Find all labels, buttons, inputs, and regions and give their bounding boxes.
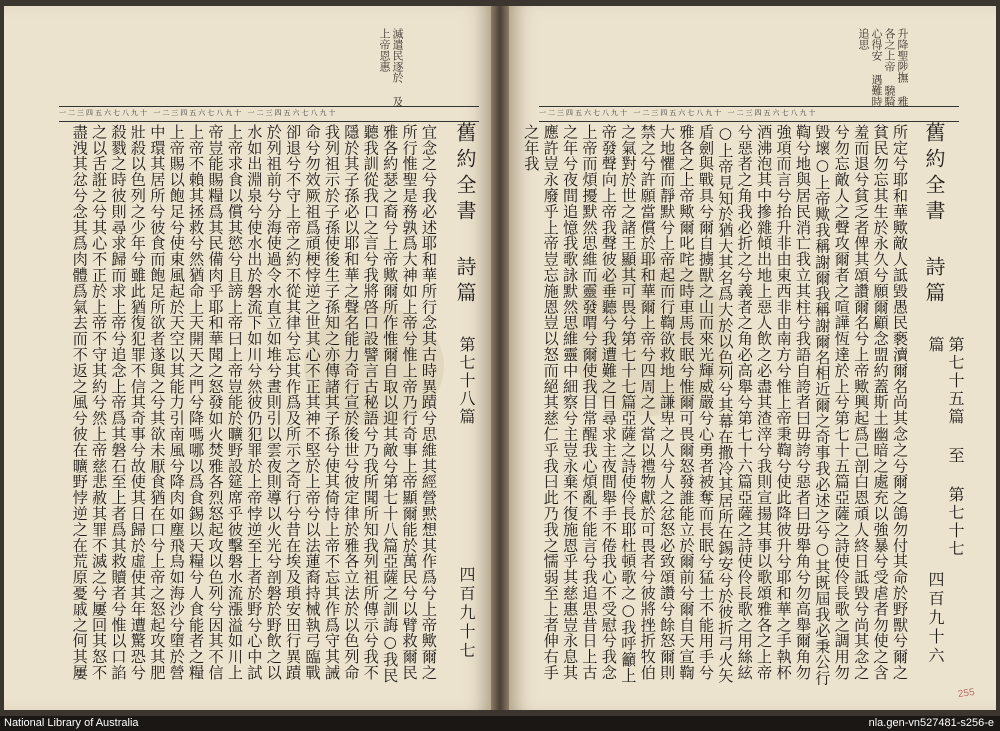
left-verse-ruler: 一二三四五六七八九十 一二三四五六七八九十 一二三四五六七八九十 [59,106,479,122]
left-top-notes: 滅遣民逐於 及上帝恩惠 [378,28,404,107]
right-book-title: 舊約全書 詩篇 [922,122,946,308]
right-top-notes: 升降聖陟撫 雅各之上帝 驍騎心得安 遇難時追思 [857,28,909,107]
book-gutter [491,6,509,710]
image-identifier: nla.gen-vn527481-s256-e [868,717,994,729]
left-page-body-text: 宜念之兮我必述耶和華所行念其古時異蹟兮思維其經營黙想其作爲兮上帝歟爾之所行惟聖是務孰爲大神如上帝兮惟上帝乃行奇事上帝顯爾能於萬民兮以臂救爾民雅各約瑟之裔兮上帝歟爾所作惟爾自取以迎其敵兮第七十八篇亞薩之訓誨○我民聽我訓從我口之言兮我將啓口設譬言古秘語兮乃我所聞所知我列祖所傳示兮我不隱於其子孫必以耶和華之聲名能力奇行宣於後世兮彼定律於雅各立法於以色列命我列祖示於子孫使後生子孫知之亦傳諸其子孫兮使其倚恃上帝不忘其作爲守其誡命兮勿效厥祖爲頑梗悖逆之世其心不正其神不堅於上帝兮以法蓮裔持械執弓臨戰卻退兮不守上帝之約不從其律兮忘其作爲及所示之奇行兮昔在埃及瑣安田行異蹟於列祖前兮分海使過令水直立如堆兮晝則引以雲夜則導以火光兮剖磐於野飲之以水如出淵泉兮使水出於磐流下如川兮然彼仍犯罪於上帝悖逆至上者於野兮心中試上帝求食以償其慾兮且謗上帝曰上帝豈能於曠野設筵席乎彼擊磐水流漲溢如川上帝豈能賜糧爲其民備肉乎耶和華聞之怒發如火焚雅各烈怒起攻以色列兮因其不信上帝不賴其拯救兮然猶命上天開天之門兮降嗎哪以爲食錫以天糧兮人食能者之糧上帝賜以飽足兮使東風起於天空以其能力引南風兮降肉如塵飛鳥如海沙兮墮於營中環其居所兮彼食而飽足所欲者遂與之兮其欲未厭食猶在口兮上帝之怒起攻其肥壯殺以色列之少年兮雖此猶復犯罪不信其奇事兮故使其日歸於虛使其年遭驚恐兮殺戮之時彼則尋求歸而求上帝兮追念上帝爲其磐石至上者爲其救贖者兮惟以口諂之以舌誑之兮其心不正於上帝不守其約兮然上帝慈悲赦其罪不滅之兮屢回其怒不盡洩其忿兮念其爲肉體爲氣去而不返之風兮彼在曠野悖逆之在荒原憂戚之何其屢 [70,124,438,684]
right-chapter-heading: 第七十五篇 至 第七十七篇 [926,336,965,558]
library-credit-link[interactable]: National Library of Australia [4,717,139,729]
viewer-footer [0,716,1000,731]
right-page-number: 四百九十六 [926,571,945,666]
right-verse-ruler: 一二三四五六七八九十 一二三四五六七八九十 一二三四五六七八九十 [539,106,959,122]
left-page-number: 四百九十七 [457,566,476,661]
right-page-body-text: 所定兮耶和華歟敵人詆毀愚民褻瀆爾名尚其念之兮爾之鴿勿付其命於野獸兮爾之貧民勿忘其生於永久兮願爾顧念盟約蓋斯土幽暗之處充以強暴兮受虐者勿使之含羞而退兮貧乏者俾其頌讚爾名兮上帝歟興起爲己剖白恩頑人終日詆毀兮尚其念之兮勿忘敵人之聲攻爾者之喧譁恆達於上兮第七十五篇亞薩之詩使伶長歌之調用勿毀壞○上帝歟我稱謝爾我稱謝爾名相近爾之奇事我必述之兮○其既屆我必秉公行鞫兮地與居民消亡我立其柱兮我語自誇者曰毋誇兮惡者曰毋舉角兮勿高舉爾角勿強項而言兮抬升非由東西非由南方兮惟上帝秉鞫兮使此降彼升兮耶和華之手執杯酒沸泡其中摻雜傾出地上惡人飲之必盡其渣滓兮我則宣揚其事以歌頌雅各之上帝兮惡者之角我必折之兮義者之角必高舉兮第七十六篇亞薩之詩使伶長歌之用絲絃○上帝見知於猶大其名爲大於以色列兮其幕在撒冷其居所在錫安兮於彼折弓火矢盾劍與戰具兮爾自擄獸之山而來光輝威嚴兮心勇者被奪而長眠兮猛士不能用手兮雅各之上帝歟爾叱咤之時車馬長眠兮惟爾可畏爾怒發誰能立於爾前兮爾自天宣鞫大地懼而靜默兮上帝起而行鞫欲救地上謙卑之人兮人之忿怒必致頌讚兮餘怒爾則禁之兮許願當償於耶和華爾上帝兮四周之人當以禮物獻於可畏者兮彼將挫折牧伯之氣對於世之諸王顯其可畏兮第七十七篇亞薩之詩使伶長耶杜頓歌之○我呼籲上帝發聲向上帝我聲彼必垂聽兮我遭難之日尋求主夜間舉手不倦我心不受慰兮我念上帝而煩擾默然思維而靈發喟兮爾使我目常醒我心煩亂不能言兮我追思昔日上古之年兮夜間追憶我歌詠默然思維靈中細察兮主豈永棄不復施恩乎其慈惠豈永息其應許豈永廢乎上帝豈忘施恩豈以怒而絕其慈仁乎我曰此乃我之懦弱至上者伸右手之年我 [522,124,909,687]
left-chapter-heading: 第七十八篇 [457,336,476,426]
right-page [509,6,996,710]
pencil-page-mark: 255 [957,686,976,701]
left-book-title: 舊約全書 詩篇 [453,122,477,308]
left-page [4,6,491,710]
